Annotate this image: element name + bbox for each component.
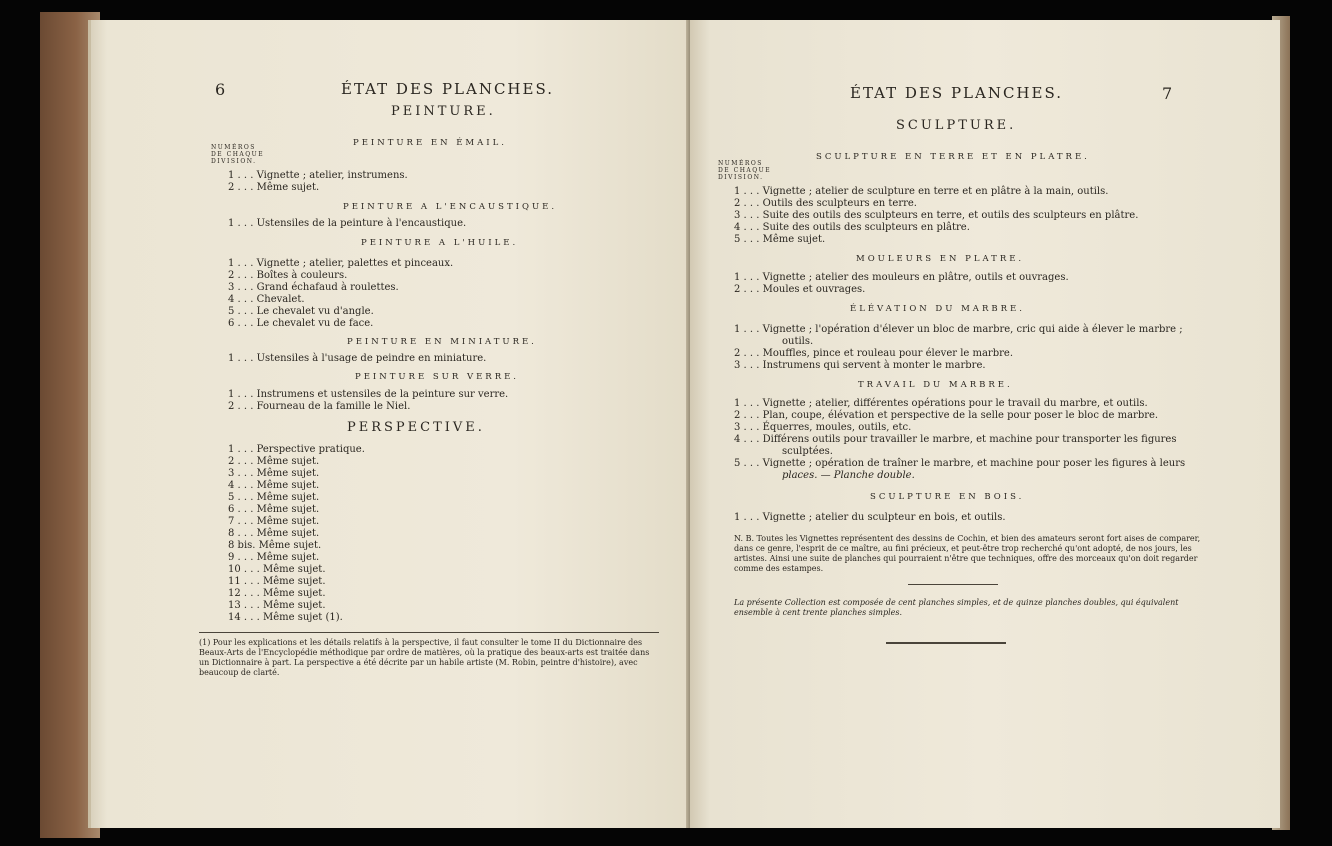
list-item: 6 . . . Même sujet. <box>228 504 320 515</box>
list-item: 10 . . . Même sujet. <box>228 564 326 575</box>
list-item: 14 . . . Même sujet (1). <box>228 612 343 623</box>
list-item: 2 . . . Plan, coupe, élévation et perspective de la selle pour poser le bloc de marbre. <box>734 410 1159 421</box>
list-item: 3 . . . Suite des outils des sculpteurs en terre, et outils des sculpteurs en plâtre. <box>734 210 1139 221</box>
section-title: PEINTURE. <box>391 104 496 119</box>
separator-rule <box>908 584 998 585</box>
list-item: 1 . . . Vignette ; atelier du sculpteur en bois, et outils. <box>734 512 1006 523</box>
list-item: 1 . . . Vignette ; atelier, palettes et pinceaux. <box>228 258 454 269</box>
list-item: 2 . . . Même sujet. <box>228 182 320 193</box>
column-label: NUMÉROS DE CHAQUE DIVISION. <box>718 160 772 181</box>
subsection-title: PEINTURE A L'HUILE. <box>361 238 519 248</box>
list-item: 1 . . . Ustensiles à l'usage de peindre en miniature. <box>228 353 487 364</box>
subsection-title: PEINTURE EN MINIATURE. <box>347 337 537 347</box>
section-title: PERSPECTIVE. <box>347 420 485 435</box>
list-item: 1 . . . Vignette ; atelier, instrumens. <box>228 170 408 181</box>
list-item: 4 . . . Différens outils pour travailler le marbre, et machine pour transporter les figures <box>734 434 1177 445</box>
list-item: 8 . . . Même sujet. <box>228 528 320 539</box>
footnote-rule <box>199 632 659 633</box>
subsection-title: PEINTURE SUR VERRE. <box>355 372 519 382</box>
list-item: 2 . . . Outils des sculpteurs en terre. <box>734 198 917 209</box>
list-item: 1 . . . Ustensiles de la peinture à l'encaustique. <box>228 218 467 229</box>
subsection-title: SCULPTURE EN BOIS. <box>870 492 1025 502</box>
list-item: 5 . . . Vignette ; opération de traîner le marbre, et machine pour poser les figures à leurs <box>734 458 1186 469</box>
page-number: 7 <box>1162 84 1173 103</box>
subsection-title: TRAVAIL DU MARBRE. <box>858 380 1013 390</box>
closing-ornament <box>886 642 1006 644</box>
list-item: 13 . . . Même sujet. <box>228 600 326 611</box>
list-item: 4 . . . Chevalet. <box>228 294 305 305</box>
list-item: 5 . . . Même sujet. <box>734 234 826 245</box>
list-item: 1 . . . Instrumens et ustensiles de la peinture sur verre. <box>228 389 509 400</box>
list-item: 1 . . . Perspective pratique. <box>228 444 365 455</box>
list-item: 5 . . . Même sujet. <box>228 492 320 503</box>
list-item: 2 . . . Même sujet. <box>228 456 320 467</box>
list-item: outils. <box>782 336 814 347</box>
subsection-title: PEINTURE EN ÉMAIL. <box>353 138 507 148</box>
page-number: 6 <box>215 80 226 99</box>
list-item: 11 . . . Même sujet. <box>228 576 326 587</box>
list-item: 5 . . . Le chevalet vu d'angle. <box>228 306 374 317</box>
list-item: 2 . . . Fourneau de la famille le Niel. <box>228 401 411 412</box>
list-item: 12 . . . Même sujet. <box>228 588 326 599</box>
list-item: 1 . . . Vignette ; atelier de sculpture en terre et en plâtre à la main, outils. <box>734 186 1109 197</box>
list-item: 1 . . . Vignette ; atelier des mouleurs en plâtre, outils et ouvrages. <box>734 272 1069 283</box>
list-item: 2 . . . Boîtes à couleurs. <box>228 270 348 281</box>
list-item: 3 . . . Grand échafaud à roulettes. <box>228 282 399 293</box>
list-item: 9 . . . Même sujet. <box>228 552 320 563</box>
list-item: 4 . . . Même sujet. <box>228 480 320 491</box>
list-item: places. — Planche double. <box>782 470 915 481</box>
subsection-title: SCULPTURE EN TERRE ET EN PLATRE. <box>816 152 1090 162</box>
subsection-title: MOULEURS EN PLATRE. <box>856 254 1025 264</box>
list-item: 3 . . . Même sujet. <box>228 468 320 479</box>
list-item: 6 . . . Le chevalet vu de face. <box>228 318 374 329</box>
closing-note: La présente Collection est composée de cent planches simples, et de quinze planches doubles, qui équivalent ensemble à cent trente planches simples. <box>734 598 1179 617</box>
list-item: 3 . . . Équerres, moules, outils, etc. <box>734 422 912 433</box>
list-item: 3 . . . Instrumens qui servent à monter le marbre. <box>734 360 986 371</box>
right-page <box>690 20 1280 828</box>
footnote: (1) Pour les explications et les détails relatifs à la perspective, il faut consulter le tome II du Dictionnaire des Beaux-Arts de l'Encyclopédie méthodique par ordre de matières, où la pratique des beaux-arts est traitée dans un Dictionnaire à part. La perspective a été décrite par un habile artiste (M. Robin, peintre d'histoire), avec beaucoup de clarté. <box>199 638 650 677</box>
list-item: 7 . . . Même sujet. <box>228 516 320 527</box>
list-item: 8 bis. Même sujet. <box>228 540 322 551</box>
nb-note: N. B. Toutes les Vignettes représentent des dessins de Cochin, et bien des amateurs seront fort aises de comparer, dans ce genre, l'esprit de ce maître, au fini précieux, et peut-être trop recherché qu'ont adopté, de nos jours, les artistes. Ainsi une suite de planches qui pourraient n'être que techniques, offre des morceaux qu'on doit regarder comme des estampes. <box>734 534 1201 573</box>
left-page <box>88 20 692 828</box>
list-item: sculptées. <box>782 446 833 457</box>
list-item: 2 . . . Mouffles, pince et rouleau pour élever le marbre. <box>734 348 1013 359</box>
list-item: 1 . . . Vignette ; atelier, différentes opérations pour le travail du marbre, et outils. <box>734 398 1148 409</box>
list-item: 4 . . . Suite des outils des sculpteurs en plâtre. <box>734 222 970 233</box>
subsection-title: ÉLÉVATION DU MARBRE. <box>850 304 1025 314</box>
subsection-title: PEINTURE A L'ENCAUSTIQUE. <box>343 202 558 212</box>
running-head: ÉTAT DES PLANCHES. <box>850 84 1063 102</box>
running-head: ÉTAT DES PLANCHES. <box>341 80 554 98</box>
column-label: NUMÉROS DE CHAQUE DIVISION. <box>211 144 265 165</box>
list-item: 2 . . . Moules et ouvrages. <box>734 284 866 295</box>
section-title: SCULPTURE. <box>896 118 1017 133</box>
list-item: 1 . . . Vignette ; l'opération d'élever un bloc de marbre, cric qui aide à élever le marbre ; <box>734 324 1183 335</box>
